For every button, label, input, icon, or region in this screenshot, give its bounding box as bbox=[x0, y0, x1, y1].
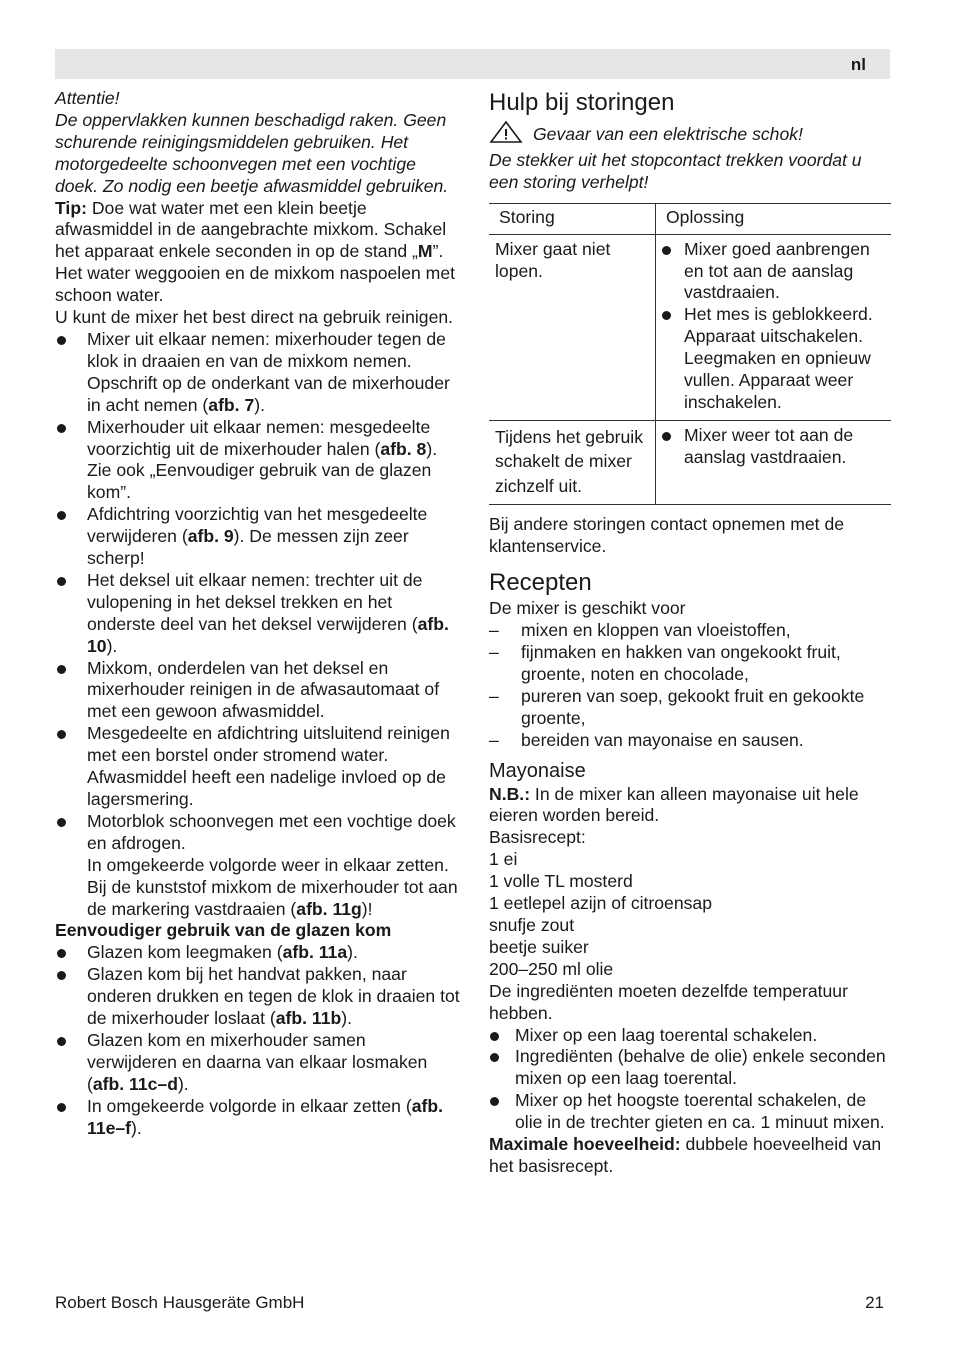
solution-cell bbox=[656, 420, 892, 505]
temperature-note: De ingrediënten moeten dezelfde temperatuur hebben. bbox=[489, 980, 848, 1023]
list-item: Mixerhouder uit elkaar nemen: mesgedeelte voorzichtig uit de mixerhouder halen (afb. 8). Zie ook „Eenvoudiger gebruik van de glazen kom”. bbox=[55, 417, 460, 505]
warning-title: Gevaar van een elektrische schok! bbox=[533, 124, 803, 144]
list-item: Afdichtring voorzichtig van het mesgedeelte verwijderen (afb. 9). De messen zijn zeer scherp! bbox=[55, 504, 460, 570]
problem-cell: Tijdens het gebruik schakelt de mixer zichzelf uit. bbox=[489, 420, 656, 505]
tip-paragraph bbox=[55, 198, 460, 308]
list-item: Het mes is geblokkeerd. Apparaat uitschakelen. Leegmaken en opnieuw vullen. Apparaat weer inschakelen. bbox=[662, 304, 885, 414]
footer-company: Robert Bosch Hausgeräte GmbH bbox=[55, 1293, 305, 1312]
table-row bbox=[489, 420, 891, 505]
left-column bbox=[55, 88, 460, 1140]
ingredient: 200–250 ml olie bbox=[489, 958, 614, 979]
attention-text: De oppervlakken kunnen beschadigd raken. Geen schurende reinigingsmiddelen gebruiken. Het motorgedeelte schoonvegen met een vochtige doek. Zo nodig een beetje afwasmiddel gebruiken. bbox=[55, 109, 449, 196]
recipes-intro: De mixer is geschikt voor bbox=[489, 598, 686, 619]
max-amount-note: Maximale hoeveelheid: dubbele hoeveelheid van het basisrecept. bbox=[489, 1134, 882, 1176]
list-item: Mixer weer tot aan de aanslag vastdraaien. bbox=[662, 425, 885, 469]
list-item: Mixkom, onderdelen van het deksel en mixerhouder reinigen in de afwasautomaat of met een gewoon afwasmiddel. bbox=[55, 658, 460, 724]
tip-text-2: ”. Het water weggooien en de mixkom naspoelen met schoon water. bbox=[55, 241, 455, 306]
attention-title: Attentie! bbox=[55, 88, 120, 108]
mayonnaise-steps-list bbox=[489, 1025, 891, 1135]
table-header-row bbox=[489, 203, 891, 234]
list-item: Mixer uit elkaar nemen: mixerhouder tegen de klok in draaien en van de mixkom nemen. Opschrift op de onderkant van de mixerhouder in acht nemen (afb. 7). bbox=[55, 329, 460, 417]
recipes-uses-list bbox=[489, 620, 891, 751]
list-item: Glazen kom bij het handvat pakken, naar onderen drukken en tegen de klok in draaien tot de mixerhouder loslaat (afb. 11b). bbox=[55, 964, 460, 1030]
glass-bowl-heading: Eenvoudiger gebruik van de glazen kom bbox=[55, 920, 392, 941]
right-column bbox=[489, 88, 891, 1178]
solution-cell bbox=[656, 234, 892, 420]
ingredient: beetje suiker bbox=[489, 936, 589, 957]
list-item: Glazen kom leegmaken (afb. 11a). bbox=[55, 942, 460, 964]
warning-triangle-icon bbox=[489, 120, 533, 150]
list-item: Mixer op het hoogste toerental schakelen, de olie in de trechter gieten en ca. 1 minuut mixen. bbox=[489, 1090, 891, 1134]
list-item: Mixer goed aanbrengen en tot aan de aanslag vastdraaien. bbox=[662, 239, 885, 305]
other-issues-note: Bij andere storingen contact opnemen met de klantenservice. bbox=[489, 514, 845, 557]
list-item: – bereiden van mayonaise en sausen. bbox=[489, 730, 891, 752]
list-item: – fijnmaken en hakken van ongekookt fruit, groente, noten en chocolade, bbox=[489, 642, 891, 686]
mayonnaise-heading: Mayonaise bbox=[489, 759, 586, 782]
recipes-heading: Recepten bbox=[489, 569, 592, 597]
ingredient: 1 ei bbox=[489, 849, 518, 870]
warning-text: De stekker uit het stopcontact trekken voordat u een storing verhelpt! bbox=[489, 149, 862, 192]
tip-label: Tip: bbox=[55, 197, 87, 218]
column-header-storing: Storing bbox=[489, 203, 656, 234]
header-bar bbox=[55, 49, 890, 79]
list-item: – mixen en kloppen van vloeistoffen, bbox=[489, 620, 891, 642]
plastic-bowl-note: Bij de kunststof mixkom de mixerhouder tot aan de markering vastdraaien (afb. 11g)! bbox=[87, 876, 458, 919]
tip-text-1: Doe wat water met een klein beetje afwasmiddel in de aangebrachte mixkom. Schakel het apparaat enkele seconden in op de stand „ bbox=[55, 197, 447, 262]
troubleshooting-table bbox=[489, 203, 891, 506]
base-recipe-label: Basisrecept: bbox=[489, 827, 586, 848]
list-item: Ingrediënten (behalve de olie) enkele seconden mixen op een laag toerental. bbox=[489, 1046, 891, 1090]
page-number: 21 bbox=[865, 1293, 884, 1312]
problem-cell: Mixer gaat niet lopen. bbox=[489, 234, 656, 420]
column-header-oplossing: Oplossing bbox=[656, 203, 892, 234]
ingredient: 1 eetlepel azijn of citroensap bbox=[489, 893, 712, 914]
table-row bbox=[489, 234, 891, 420]
list-item: Glazen kom en mixerhouder samen verwijderen en daarna van elkaar losmaken (afb. 11c–d). bbox=[55, 1030, 460, 1096]
nb-note: N.B.: In de mixer kan alleen mayonaise uit hele eieren worden bereid. bbox=[489, 783, 859, 826]
language-code: nl bbox=[850, 55, 866, 74]
ingredient: 1 volle TL mosterd bbox=[489, 871, 633, 892]
tip-setting-m: M bbox=[417, 241, 433, 262]
cleaning-steps-list bbox=[55, 329, 460, 855]
list-item: In omgekeerde volgorde in elkaar zetten (afb. 11e–f). bbox=[55, 1096, 460, 1140]
ingredient: snufje zout bbox=[489, 914, 575, 935]
list-item: Motorblok schoonvegen met een vochtige doek en afdrogen. bbox=[55, 811, 460, 855]
troubleshooting-heading: Hulp bij storingen bbox=[489, 89, 675, 116]
list-item: Mixer op een laag toerental schakelen. bbox=[489, 1025, 891, 1047]
glass-bowl-steps-list bbox=[55, 942, 460, 1139]
warning-line bbox=[489, 120, 891, 150]
list-item: Mesgedeelte en afdichtring uitsluitend reinigen met een borstel onder stromend water. Afwasmiddel heeft een nadelige invloed op de lagersmering. bbox=[55, 723, 460, 811]
clean-note: U kunt de mixer het best direct na gebruik reinigen. bbox=[55, 307, 454, 328]
list-item: – pureren van soep, gekookt fruit en gekookte groente, bbox=[489, 686, 891, 730]
list-item: Het deksel uit elkaar nemen: trechter uit de vulopening in het deksel trekken en het onderste deel van het deksel verwijderen (afb. 10). bbox=[55, 570, 460, 658]
reverse-note: In omgekeerde volgorde weer in elkaar zetten. bbox=[87, 854, 449, 875]
